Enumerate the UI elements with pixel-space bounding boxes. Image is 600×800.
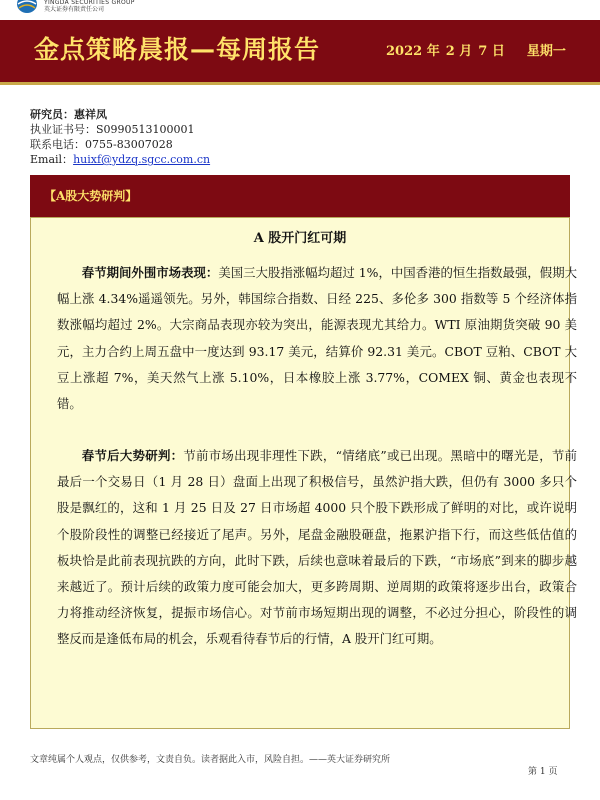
date-year: 2022 年 (386, 44, 440, 59)
email-line (30, 152, 210, 167)
globe-logo-icon (16, 0, 38, 16)
paragraph-body: 美国三大股指涨幅均超过 1%，中国香港的恒生指数最强，假期大幅上涨 4.34%遥遥领先。另外，韩国综合指数、日经 225、多伦多 300 指数等 5 个经济体指数涨幅均超过 2%。大宗商品表现亦较为突出，能源表现尤其给力。WTI 原油期货突破 90 美元，主力合约上周五盘中一度达到 93.17 美元，结算价 92.31 美元。CBOT 豆粕、CBOT 大豆上涨超 7%，美天然气上涨 5.10%，日本橡胶上涨 3.77%，COMEX 铜、黄金也表现不错。 (57, 265, 577, 412)
report-date (386, 42, 572, 62)
certificate-number: 执业证书号：S0990513100001 (30, 123, 195, 136)
article-paragraph (57, 443, 577, 653)
report-title: 金点策略晨报—每周报告 (34, 35, 321, 64)
paragraph-body: 节前市场出现非理性下跌，“情绪底”或已出现。黑暗中的曙光是，节前最后一个交易日（1 月 28 日）盘面上出现了积极信号，虽然沪指大跌，但仍有 3000 多只个股是飘红的，这和 1 月 25 日及 27 日市场超 4000 只个股下跌形成了鲜明的对比，或许说明个股阶段性的调整已经接近了尾声。另外，尾盘金融股砸盘，拖累沪指下行，而这些低估值的板块恰是此前表现抗跌的方向，此时下跌，后续也意味着最后的下跌，“市场底”到来的脚步越来越近了。预计后续的政策力度可能会加大，更多跨周期、逆周期的政策将逐步出台，政策合力将推动经济恢复，提振市场信心。对节前市场短期出现的调整，不必过分担心，阶段性的调整反而是逢低布局的机会，乐观看待春节后的行情，A 股开门红可期。 (57, 448, 578, 647)
email-link[interactable]: huixf@ydzq.sgcc.com.cn (73, 153, 211, 166)
article-title: A 股开门红可期 (253, 231, 347, 246)
date-weekday: 星期一 (526, 44, 566, 59)
logo-chinese-name: 英大证券有限责任公司 (44, 6, 105, 13)
page-number: 第 1 页 (528, 767, 558, 777)
header-divider (0, 82, 600, 85)
section-label: 【A股大势研判】 (44, 189, 138, 203)
paragraph-lead: 春节后大势研判： (81, 448, 184, 463)
researcher-name: 惠祥凤 (74, 108, 107, 121)
researcher-info (30, 107, 210, 167)
researcher-name-line (30, 107, 210, 122)
date-month: 2 月 (445, 44, 473, 59)
section-header (30, 175, 570, 217)
report-banner (0, 20, 600, 82)
contact-phone: 联系电话：0755-83007028 (30, 138, 173, 151)
disclaimer: 文章纯属个人观点，仅供参考，文责自负。读者据此入市，风险自担。——英大证券研究所 (30, 755, 391, 765)
article-box (30, 217, 578, 729)
company-logo (0, 0, 160, 22)
logo-english-name: YINGDA SECURITIES GROUP (44, 0, 135, 6)
researcher-label: 研究员： (30, 108, 74, 121)
email-label: Email： (30, 153, 74, 166)
article-paragraph (57, 260, 577, 417)
paragraph-lead: 春节期间外围市场表现： (81, 265, 219, 280)
date-day: 7 日 (478, 44, 505, 59)
